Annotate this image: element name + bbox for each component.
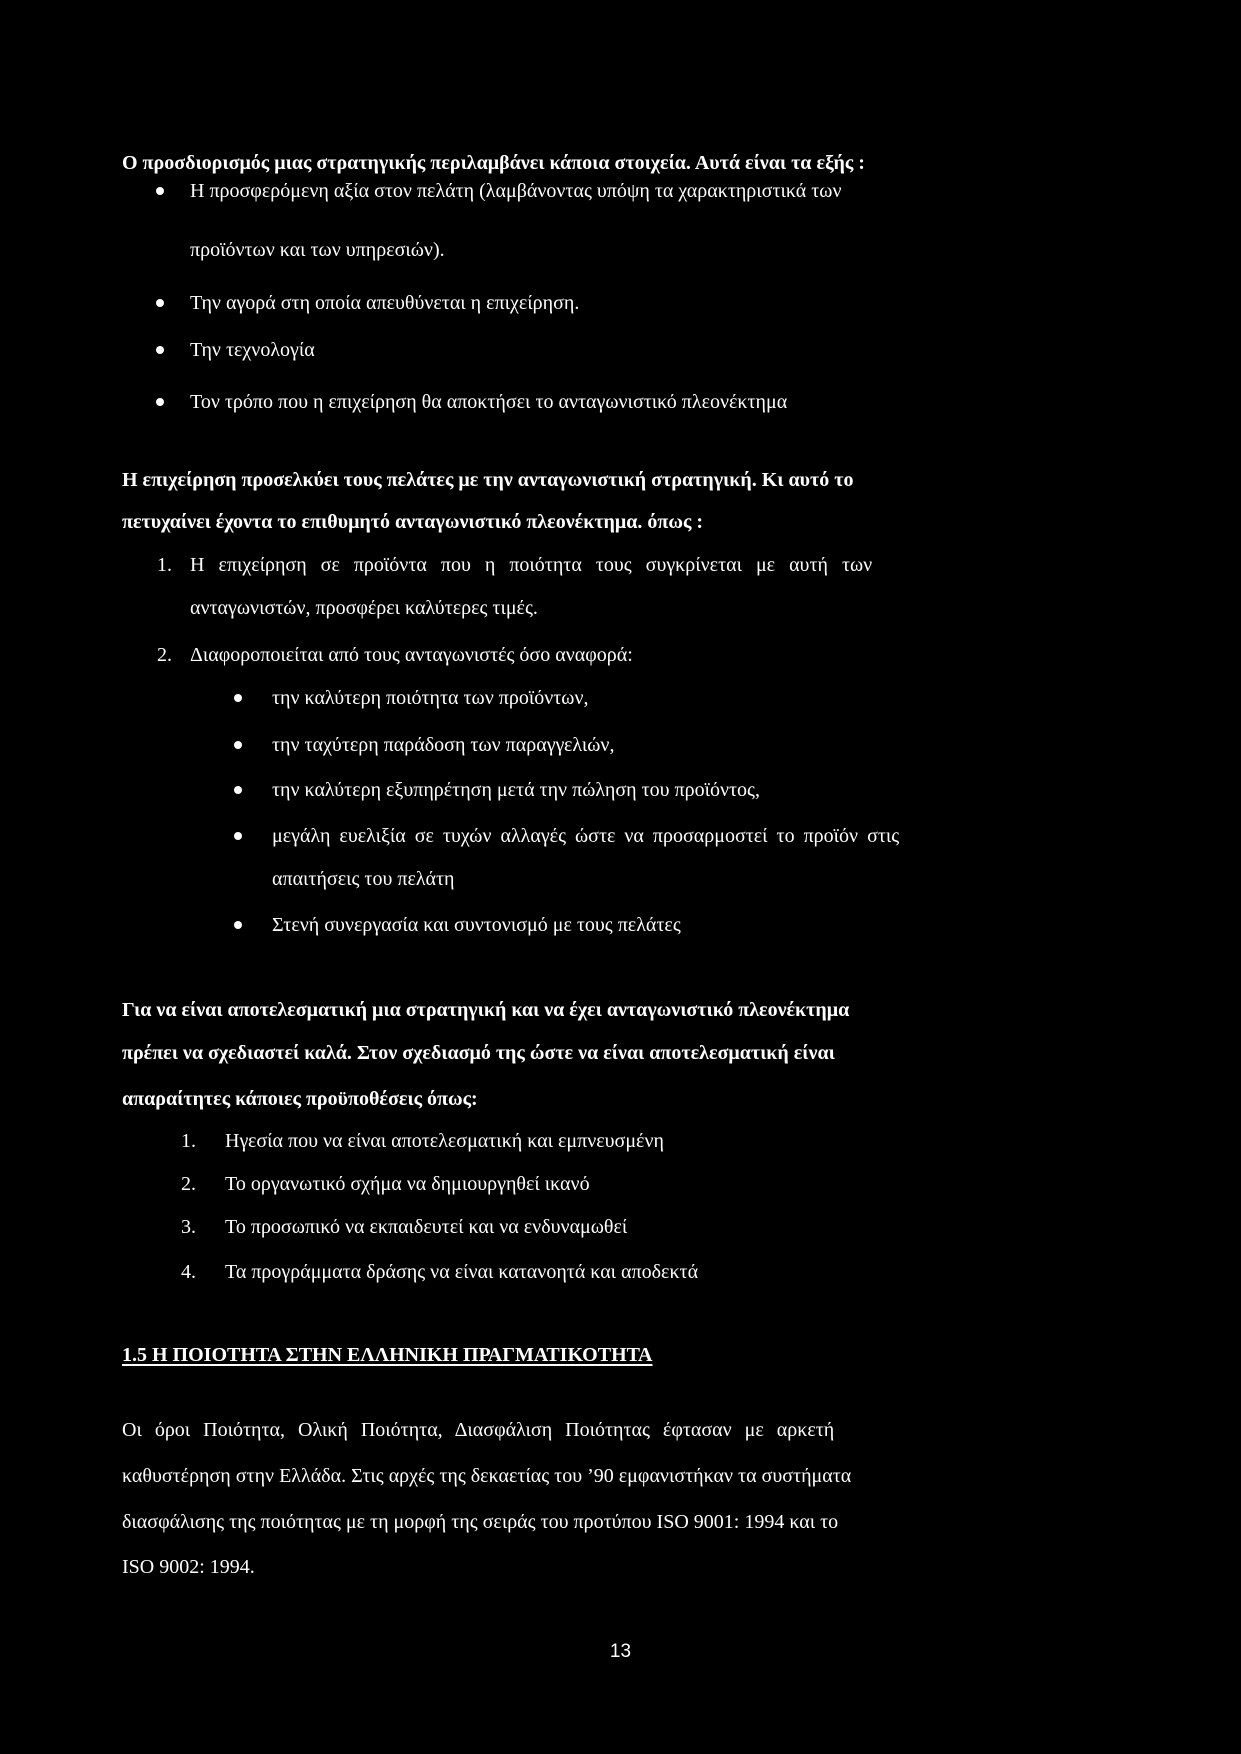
- intro-bullet-1-line1: Η προσφερόμενη αξία στον πελάτη (λαμβάνοντας υπόψη τα χαρακτηριστικά των: [190, 180, 842, 202]
- effective-item-4-text: Τα προγράμματα δράσης να είναι κατανοητά και αποδεκτά: [225, 1261, 699, 1283]
- section-heading: 1.5 Η ΠΟΙΟΤΗΤΑ ΣΤΗΝ ΕΛΛΗΝΙΚΗ ΠΡΑΓΜΑΤΙΚΟΤΗΤΑ: [122, 1344, 653, 1366]
- effective-item-1-text: Ηγεσία που να είναι αποτελεσματική και εμπνευσμένη: [225, 1130, 664, 1152]
- effective-item-2-number: 2.: [181, 1173, 196, 1195]
- competitive-para-line2: πετυχαίνει έχοντα το επιθυμητό ανταγωνιστικό πλεονέκτημα. όπως :: [122, 511, 704, 533]
- sub-bullet-1: την καλύτερη ποιότητα των προϊόντων,: [272, 687, 589, 709]
- sub-bullet-4-line1: μεγάλη ευελιξία σε τυχών αλλαγές ώστε να προσαρμοστεί το προϊόν στις: [272, 825, 900, 847]
- intro-bullet-4: Τον τρόπο που η επιχείρηση θα αποκτήσει το ανταγωνιστικό πλεονέκτημα: [190, 391, 788, 413]
- intro-bullet-1-line2: προϊόντων και των υπηρεσιών).: [190, 239, 445, 261]
- intro-bullet-3: Την τεχνολογία: [190, 339, 315, 361]
- bullet-icon: [234, 694, 242, 702]
- sub-bullet-3: την καλύτερη εξυπηρέτηση μετά την πώληση του προϊόντος,: [272, 779, 760, 801]
- effective-para-line2: πρέπει να σχεδιαστεί καλά. Στον σχεδιασμό της ώστε να είναι αποτελεσματική είναι: [122, 1042, 835, 1064]
- sub-bullet-4-line2: απαιτήσεις του πελάτη: [272, 868, 455, 890]
- bullet-icon: [156, 299, 164, 307]
- effective-item-1-number: 1.: [181, 1130, 196, 1152]
- competitive-item1-line1: Η επιχείρηση σε προϊόντα που η ποιότητα τους συγκρίνεται με αυτή των: [190, 554, 873, 576]
- bullet-icon: [234, 786, 242, 794]
- sub-bullet-2: την ταχύτερη παράδοση των παραγγελιών,: [272, 734, 615, 756]
- bullet-icon: [156, 187, 164, 195]
- effective-para-line1: Για να είναι αποτελεσματική μια στρατηγική και να έχει ανταγωνιστικό πλεονέκτημα: [122, 999, 850, 1021]
- section-para-line3: διασφάλισης της ποιότητας με τη μορφή της σειράς του προτύπου ISO 9001: 1994 και το: [122, 1511, 839, 1533]
- effective-para-line3: απαραίτητες κάποιες προϋποθέσεις όπως:: [122, 1088, 478, 1110]
- bullet-icon: [156, 398, 164, 406]
- effective-item-4-number: 4.: [181, 1261, 196, 1283]
- effective-item-3-text: Το προσωπικό να εκπαιδευτεί και να ενδυναμωθεί: [225, 1216, 628, 1238]
- intro-bullet-2: Την αγορά στη οποία απευθύνεται η επιχείρηση.: [190, 292, 580, 314]
- competitive-item2-number: 2.: [157, 644, 172, 666]
- section-para-line1: Οι όροι Ποιότητα, Ολική Ποιότητα, Διασφάλιση Ποιότητας έφτασαν με αρκετή: [122, 1419, 835, 1441]
- competitive-item1-number: 1.: [157, 554, 172, 576]
- bullet-icon: [234, 832, 242, 840]
- competitive-item1-line2: ανταγωνιστών, προσφέρει καλύτερες τιμές.: [190, 597, 538, 619]
- effective-item-3-number: 3.: [181, 1216, 196, 1238]
- intro-heading: Ο προσδιορισμός μιας στρατηγικής περιλαμβάνει κάποια στοιχεία. Αυτά είναι τα εξής :: [122, 152, 865, 174]
- effective-item-2-text: Το οργανωτικό σχήμα να δημιουργηθεί ικανό: [225, 1173, 590, 1195]
- bullet-icon: [156, 346, 164, 354]
- bullet-icon: [234, 741, 242, 749]
- competitive-para-line1: Η επιχείρηση προσελκύει τους πελάτες με την ανταγωνιστική στρατηγική. Κι αυτό το: [122, 469, 854, 491]
- bullet-icon: [234, 921, 242, 929]
- section-para-line4: ISO 9002: 1994.: [122, 1556, 255, 1578]
- sub-bullet-5: Στενή συνεργασία και συντονισμό με τους πελάτες: [272, 914, 681, 936]
- section-para-line2: καθυστέρηση στην Ελλάδα. Στις αρχές της δεκαετίας του ’90 εμφανιστήκαν τα συστήματα: [122, 1465, 852, 1487]
- competitive-item2-text: Διαφοροποιείται από τους ανταγωνιστές όσο αναφορά:: [190, 644, 633, 666]
- page-number: 13: [609, 1641, 632, 1662]
